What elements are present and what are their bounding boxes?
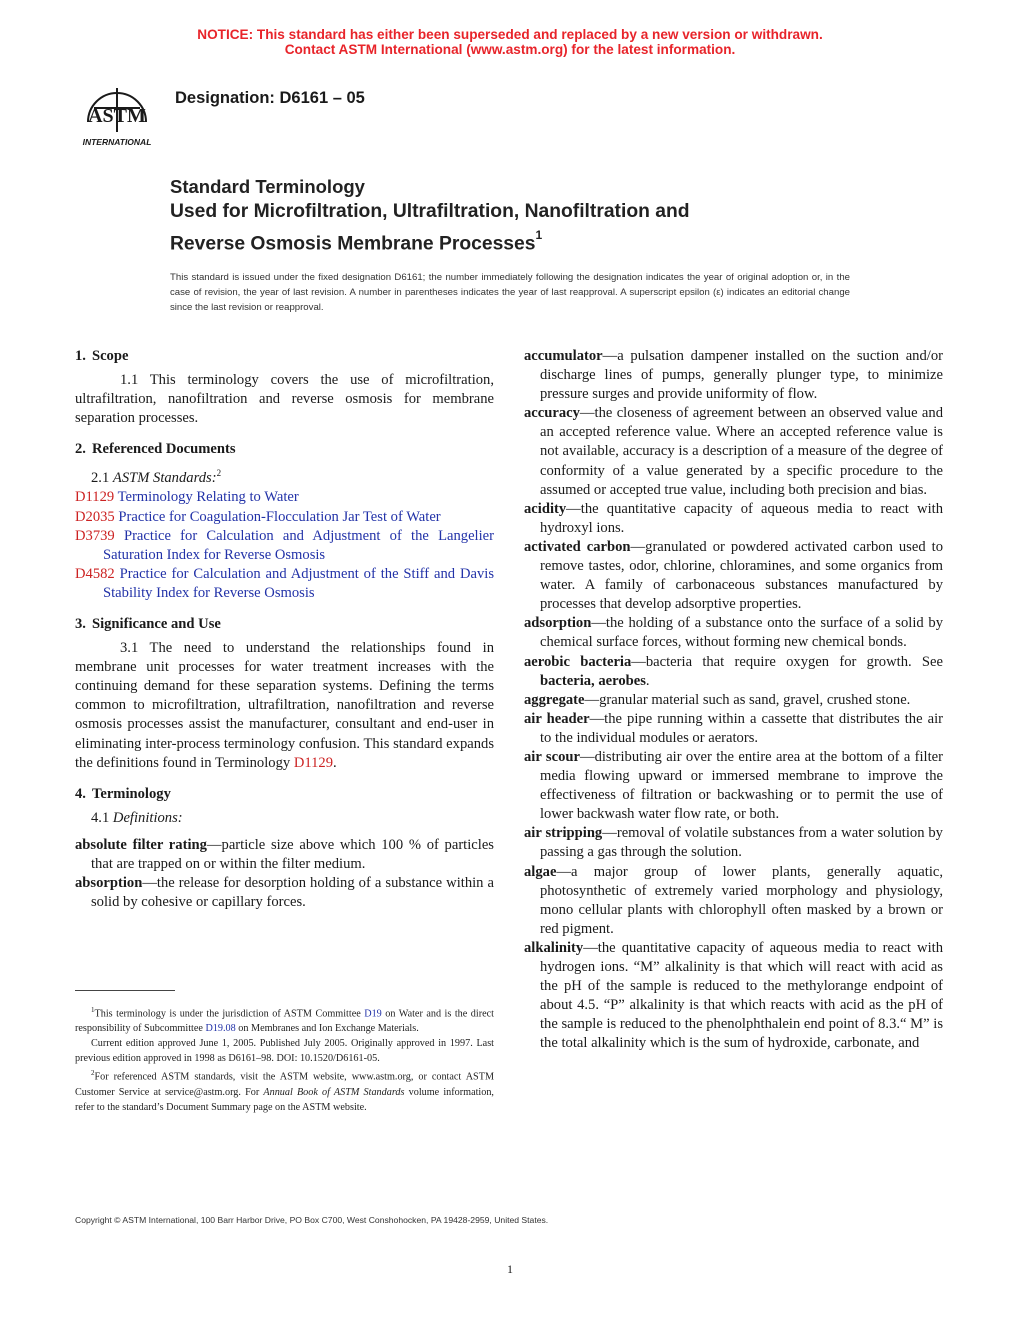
referenced-item bbox=[75, 527, 494, 565]
definition-text: —bacteria that require oxygen for growth. See bbox=[631, 653, 943, 670]
definition-term: adsorption bbox=[524, 615, 592, 632]
notice-banner bbox=[0, 27, 1020, 57]
title-line-2: Used for Microfiltration, Ultrafiltration, Nanofiltration and bbox=[170, 201, 690, 222]
referenced-item-code[interactable]: D3739 bbox=[75, 527, 115, 544]
definition-text: —the pipe running within a cassette that distributes the air to the individual modules or aerators. bbox=[540, 710, 943, 746]
preamble: This standard is issued under the fixed designation D6161; the number immediately following the designation indicates the year of original adoption or, in the case of revision, the year of last revision. A number in parentheses indicates the year of last reapproval. A superscript epsilon (ε) indicates an editorial change since the last revision or reapproval. bbox=[170, 272, 850, 313]
referenced-item bbox=[75, 508, 494, 527]
logo-subtext: INTERNATIONAL bbox=[82, 137, 152, 147]
definition-item bbox=[524, 653, 943, 691]
referenced-list bbox=[75, 488, 494, 603]
definition-item bbox=[524, 748, 943, 824]
footnote-1-edition: Current edition approved June 1, 2005. Published July 2005. Originally approved in 1997. Last previous edition approved in 1998 as D6161–98. DOI: 10.1520/D6161-05. bbox=[75, 1038, 494, 1065]
definition-item bbox=[524, 691, 943, 710]
definition-item bbox=[524, 538, 943, 614]
significance-heading: 3. Significance and Use bbox=[75, 615, 221, 632]
definition-text: —a pulsation dampener installed on the suction and/or discharge lines of pumps, generally plunger type, to minimize pressure surges and provide uniformity of flow. bbox=[540, 348, 943, 403]
title-line-3: Reverse Osmosis Membrane Processes$^1$ bbox=[170, 228, 543, 255]
link-d1129[interactable]: D1129 bbox=[293, 754, 333, 771]
footnote-1: $^1$This terminology is under the jurisdiction of ASTM Committee D19 on Water and is the direct responsibility of Subcommittee D19.08 on Membranes and Ion Exchange Materials. bbox=[75, 1006, 494, 1035]
definition-text: —granulated or powdered activated carbon used to remove tastes, odor, chlorine, chloramines, and some organics from water. A family of carbonaceous substances manufactured by processes that develop adsorptive properties. bbox=[540, 538, 944, 613]
definition-term: absolute filter rating bbox=[75, 836, 207, 853]
scope-heading: 1. Scope bbox=[75, 348, 129, 364]
definition-term: absorption bbox=[75, 875, 143, 892]
section-scope bbox=[75, 347, 494, 428]
definition-item bbox=[524, 710, 943, 748]
definition-term: acidity bbox=[524, 500, 567, 517]
link-d19-08[interactable]: D19.08 bbox=[205, 1023, 236, 1035]
referenced-item-title[interactable]: Practice for Coagulation-Flocculation Jar Test of Water bbox=[118, 508, 441, 525]
definition-text: —the quantitative capacity of aqueous media to react with hydrogen ions. “M” alkalinity is that which will react with acid as the pH of the sample is reduced to the methylorange endpoint of about 4.5. “P” alkalinity is that which reacts with acid as the pH of the sample is reduced to the phenolphthalein end point of 8.3.“ M” is the total alkalinity which is the sum of hydroxide, carbonate, and bbox=[540, 939, 943, 1052]
definition-see-term: bacteria, aerobes bbox=[540, 672, 646, 689]
definition-item bbox=[524, 404, 943, 499]
referenced-item-code[interactable]: D2035 bbox=[75, 508, 115, 525]
page-number: 1 bbox=[507, 1262, 513, 1276]
definition-term: air header bbox=[524, 710, 590, 727]
definition-item bbox=[524, 863, 943, 939]
referenced-item-title[interactable]: Practice for Calculation and Adjustment of the Langelier Saturation Index for Reverse Osmosis bbox=[103, 527, 494, 563]
referenced-item bbox=[75, 488, 494, 507]
referenced-item-code[interactable]: D1129 bbox=[75, 489, 115, 506]
definition-item bbox=[524, 500, 943, 538]
logo-text: ASTM bbox=[88, 105, 146, 127]
significance-text: 3.1 The need to understand the relationships found in membrane unit processes for water treatment increases with the continuing demand for these separation systems. Defining the terms common to microfiltration, ultrafiltration, nanofiltration and reverse osmosis processes assist the manufacturer, consultant and end-user in eliminating inter-process terminology confusion. This standard expands the definitions found in Terminology D1129. bbox=[75, 640, 494, 771]
definition-term: aerobic bacteria bbox=[524, 653, 632, 670]
definition-term: algae bbox=[524, 863, 557, 880]
definition-text: —the release for desorption holding of a substance within a solid by cohesive or capillary forces. bbox=[91, 875, 494, 911]
scope-text: 1.1 This terminology covers the use of microfiltration, ultrafiltration, nanofiltration and reverse osmosis for membrane separation processes. bbox=[75, 372, 494, 427]
definition-term: accuracy bbox=[524, 405, 580, 422]
definition-item bbox=[75, 874, 494, 912]
referenced-item-code[interactable]: D4582 bbox=[75, 565, 115, 582]
definition-text: —distributing air over the entire area at the bottom of a filter media flowing upward or immersed membrane to improve the effectiveness of filtration or backwashing or to permit the use of lower backwash water flow rate, or both. bbox=[540, 748, 943, 823]
definition-text: —the holding of a substance onto the surface of a solid by chemical surface forces, without forming new chemical bonds. bbox=[540, 615, 943, 651]
referenced-item bbox=[75, 565, 494, 603]
definition-text: —particle size above which 100 % of particles that are trapped on or within the filter medium. bbox=[91, 836, 494, 873]
footnotes bbox=[75, 1003, 494, 1115]
right-column bbox=[524, 347, 943, 1053]
section-referenced-documents bbox=[75, 440, 494, 603]
definition-item bbox=[524, 614, 943, 652]
terminology-subheading: 4.1 Definitions: bbox=[91, 809, 183, 826]
footnote-2: $^2$For referenced ASTM standards, visit the ASTM website, www.astm.org, or contact ASTM Customer Service at service@astm.org. For Annual Book of ASTM Standards volume information, refer to the standard’s Document Summary page on the ASTM website. bbox=[75, 1069, 494, 1113]
definition-term: accumulator bbox=[524, 348, 603, 364]
notice-line-1: NOTICE: This standard has either been superseded and replaced by a new version or withdrawn. bbox=[197, 27, 823, 42]
definition-text: —the quantitative capacity of aqueous media to react with hydroxyl ions. bbox=[540, 500, 943, 536]
definition-term: air stripping bbox=[524, 825, 603, 842]
document-title bbox=[170, 175, 930, 257]
definition-term: air scour bbox=[524, 748, 580, 765]
definition-end: . bbox=[645, 672, 650, 689]
left-definitions bbox=[75, 836, 494, 912]
referenced-heading: 2. Referenced Documents bbox=[75, 441, 236, 458]
definition-text: —granular material such as sand, gravel, crushed stone. bbox=[584, 691, 911, 708]
section-significance bbox=[75, 615, 494, 773]
right-definitions bbox=[524, 347, 943, 1053]
definition-text: —removal of volatile substances from a water solution by passing a gas through the solution. bbox=[540, 825, 943, 861]
notice-line-2: Contact ASTM International (www.astm.org) for the latest information. bbox=[284, 42, 736, 57]
definition-term: aggregate bbox=[524, 691, 585, 708]
link-d19[interactable]: D19 bbox=[364, 1008, 382, 1020]
footnote-rule bbox=[75, 990, 175, 991]
title-footnote-mark: 1 bbox=[535, 228, 543, 242]
definition-item bbox=[524, 939, 943, 1054]
definition-term: alkalinity bbox=[524, 939, 584, 956]
referenced-subheading: 2.1 ASTM Standards:$^2$ bbox=[91, 468, 222, 487]
definition-term: activated carbon bbox=[524, 538, 631, 555]
section-terminology bbox=[75, 785, 494, 913]
terminology-heading: 4. Terminology bbox=[75, 785, 171, 802]
definition-item bbox=[75, 836, 494, 874]
referenced-item-title[interactable]: Practice for Calculation and Adjustment of the Stiff and Davis Stability Index for Reverse Osmosis bbox=[103, 565, 494, 601]
designation: Designation: D6161 – 05 bbox=[175, 89, 365, 107]
left-column bbox=[75, 347, 494, 912]
definition-item bbox=[524, 347, 943, 404]
definition-text: —a major group of lower plants, generally aquatic, photosynthetic of extremely varied morphology and physiology, mono cellular plants with chlorophyll often masked by a brown or red pigment. bbox=[540, 863, 943, 937]
astm-logo bbox=[74, 74, 160, 148]
definition-text: —the closeness of agreement between an observed value and an accepted reference value. Where an accepted reference value is not available, accuracy is a description of a measure of the degree of conformity of a value generated by a specific procedure to the assumed or accepted true value, including both precision and bias. bbox=[540, 405, 943, 498]
referenced-item-title[interactable]: Terminology Relating to Water bbox=[117, 489, 299, 506]
title-line-1: Standard Terminology bbox=[170, 176, 365, 197]
definition-item bbox=[524, 824, 943, 862]
copyright: Copyright © ASTM International, 100 Barr Harbor Drive, PO Box C700, West Conshohocken, PA 19428-2959, United States. bbox=[75, 1215, 549, 1225]
